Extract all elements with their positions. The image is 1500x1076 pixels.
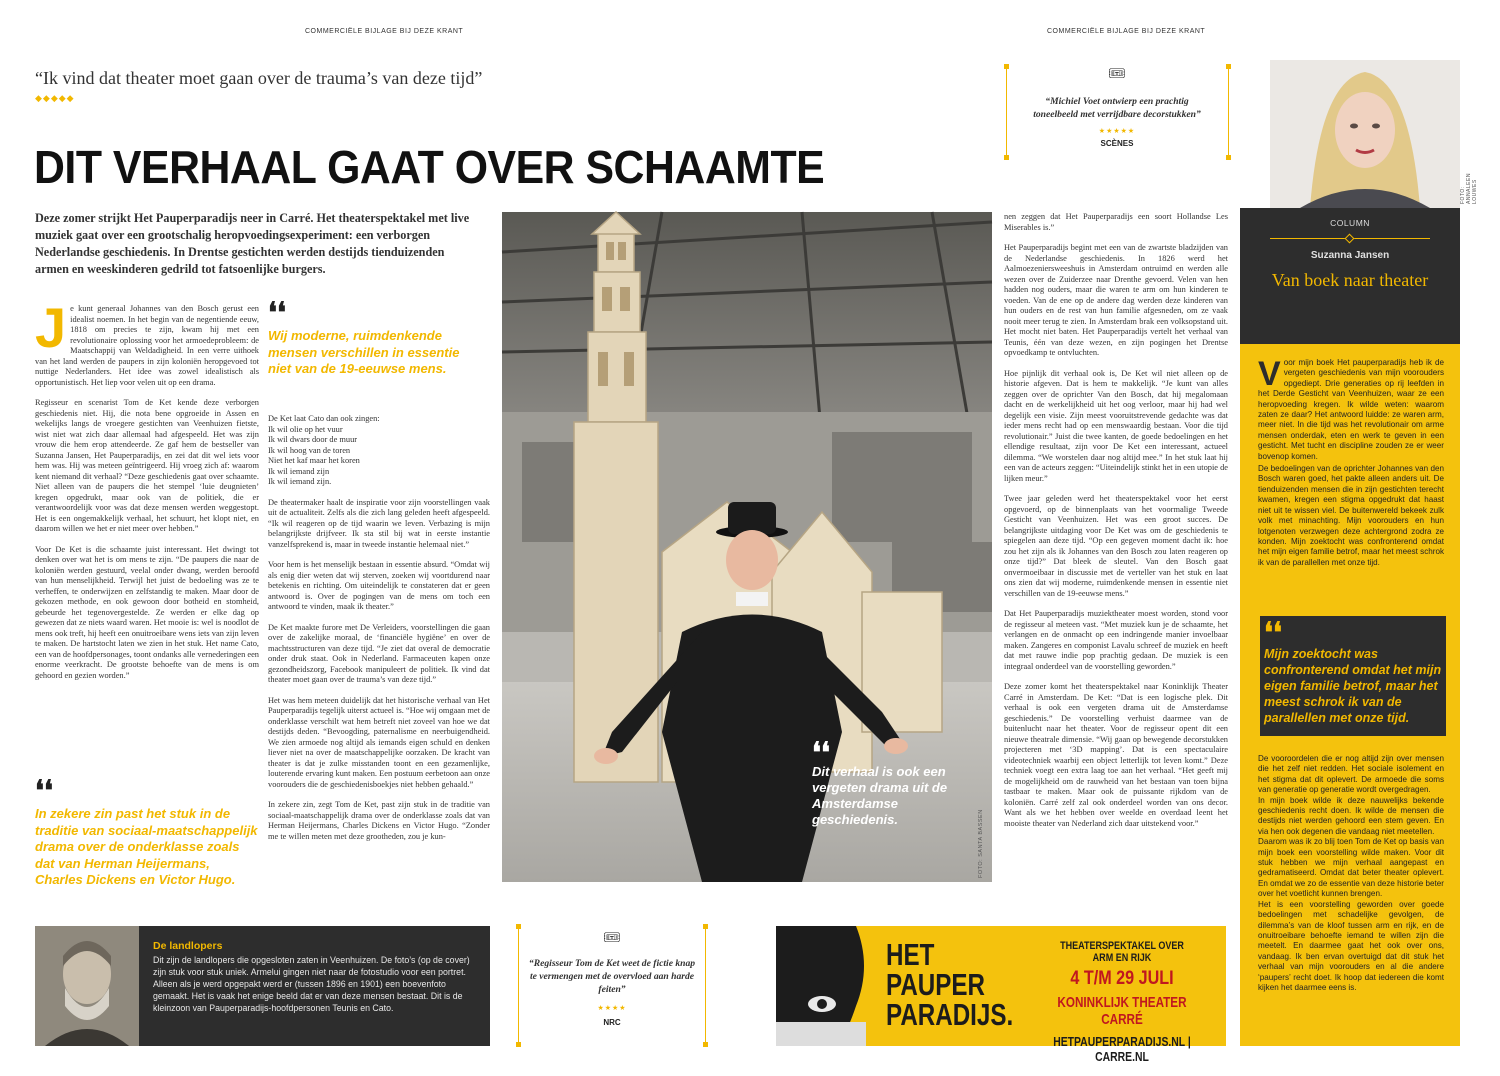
landlopers-text: Dit zijn de landlopers die opgesloten zaten in Veenhuizen. De foto’s (op de cover) zijn stuk voor stuk uniek. Armelui gingen niet naar de fotostudio voor een portret. Alleen als je werd opgepakt werd er (tussen 1896 en 1901) een boevenfoto gemaakt. Het is vaak het enige beeld dat er van deze mensen bestaat. Dit is de kleinzoon van Pauperparadijs-hoofdpersonen Teunis en Cato. [153,955,470,1013]
landloper-portrait [35,926,139,1046]
review-source: NRC [603,1018,621,1027]
divider-mark [703,1042,708,1047]
supplement-kicker-right: COMMERCIËLE BIJLAGE BIJ DEZE KRANT [1047,28,1206,35]
paragraph: De vooroordelen die er nog altijd zijn over mensen die het zelf niet redden. Het sociale isolement en het stigma dat dit oplevert. De armoede die soms van generatie op generatie wordt overgedragen. [1258,754,1444,795]
columnist-portrait-illustration [1270,60,1460,208]
show-advertisement[interactable] [776,926,1226,1064]
quote-mark-icon: ❛❛ [1264,617,1283,648]
paragraph: Deze zomer komt het theaterspektakel naar Koninklijk Theater Carré in Amsterdam. De Ket: “Dat is een logische plek. Dit verhaal is ook een vergeten drama uit de Amsterdamse geschiedenis.” De voorstelling verhuist daarmee van de buitenlucht naar het theater. Voor de regisseur opent dit een nieuwe theatrale dimensie. “Wij gaan op bewegende decorstukken projecteren met ‘3D mapping’. Dat is een spectaculaire videotechniek waarbij een object letterlijk tot leven komt.” Deze techniek voegt een extra laag toe aan het verhaal. “Het geeft mij de mogelijkheid om de rauwheid van het bestaan van toen bijna tastbaar te maken. Maar ook de puissante rijkdom van de koloniën. Carré zelf zal ook onderdeel worden van ons decor. Want als we het hebben over weelde en overdaad leent het mooiste theater van Nederland zich daar uitstekend voor.” [1004,682,1228,828]
landlopers-box [35,926,490,1046]
lyric-line: Ik wil hoog van de toren [268,445,351,455]
paragraph: In mijn boek wilde ik deze nauwelijks bekende geschiedenis recht doen. Ik wilde de mensen die destijds niet werden gehoord een stem geven. En via hen ook degenen die vandaag niet meetellen. [1258,795,1444,836]
ticket-icon: 🎟 [1108,67,1126,82]
paragraph: oor mijn boek Het pauperparadijs heb ik de vergeten geschiedenis van mijn voorouders opgediept. Drie generaties op rij leefden in het Derde Gesticht van Veenhuizen, waar ze een heropvoeding kregen. Ik wilde weten: waarom zaten ze daar? Het antwoord luidde: ze waren arm, meer niet. In die tijd was het revolutionair om arme mensen onderdak, eten en werk te geven in een gesticht. Met tucht en discipline zouden ze er weer bovenop komen. [1258,358,1444,461]
paragraph: De bedoelingen van de oprichter Johannes van den Bosch waren goed, het pakte alleen anders uit. De tienduizenden mensen die in zijn gestichten terecht kwamen, kregen een stigma opgedrukt dat haast niet uit te wissen viel. De buitenwereld bekeek zulk volk met minachting. Mijn voorouders en hun lotgenoten verzwegen deze achtergrond zodra ze konden. Mijn zoektocht was confronterend omdat het mijn eigen familie betrof, maar het meest schrok ik van de parallellen met onze tijd. [1258,464,1444,567]
ad-website-link[interactable]: HETPAUPERPARADIJS.NL | CARRE.NL [1053,1034,1191,1064]
divider [1228,66,1229,158]
paragraph: Het was hem meteen duidelijk dat het historische verhaal van Het Pauperparadijs tegelijk uiterst actueel is. “Hoe wij omgaan met de onderklasse verschilt wat hem betreft niet zoveel van hoe we dat destijds deden. “Bevoogding, paternalisme en neerbuigendheid. We zien armoede nog altijd als iemands eigen schuld en denken liever niet na over de maatschappelijke oorzaken. De kracht van theater is dat je zulke misstanden toont en een gezamenlijke, louterende ervaring kunt maken. Een postuum eerbetoon aan onze voorouders die de geschiedenisboekjes niet hebben gehaald.” [268,695,490,789]
paragraph: De Ket maakte furore met De Verleiders, voorstellingen die gaan over de zakelijke moraal, de ‘financiële hygiëne’ en over de machtsstructuren van deze tijd. “Je ziet dat overal de democratie onder druk staat. Ook in Nederland. Farmaceuten kapen onze gezondheidszorg, Facebook manipuleert de politiek. Ik vind dat theater moet gaan over de trauma’s van deze tijd.” [268,622,490,684]
paragraph: Twee jaar geleden werd het theaterspektakel voor het eerst opgevoerd, op de binnenplaats van het voormalige Tweede Gesticht van Veenhuizen. Het was een groot succes. De belangrijkste uitdaging voor De Ket was om de geschiedenis te spiegelen aan deze tijd. “Op een gegeven moment dacht ik: hoe zou het zijn als ik Johannes van den Bosch zou laten reageren op onze tijd?” Dat bleek de sleutel. Van den Bosch gaat onvermoeibaar in discussie met de verteller van het stuk en laat ons zien dat wij moderne, ruimdenkende mensen in essentie niet verschillen van de 19-eeuwse mens.” [1004,494,1228,598]
divider-mark [1004,64,1009,69]
ad-tagline: THEATERSPEKTAKEL OVER ARM EN RIJK [1060,940,1184,964]
header-quote: “Ik vind dat theater moet gaan over de trauma’s van deze tijd” [35,68,483,88]
photo-pull-quote [812,737,952,828]
dropcap: V [1258,355,1281,393]
article-column-3 [1004,212,1228,839]
divider-mark [1004,155,1009,160]
review-nrc [528,926,696,1044]
pull-quote-2 [35,775,259,889]
headline: DIT VERHAAL GAAT OVER SCHAAMTE [34,141,825,193]
lyric-line: Ik wil iemand zijn [268,466,330,476]
paragraph: Voor hem is het menselijk bestaan in essentie absurd. “Omdat wij als enig dier weten dat wij sterven, zoeken wij voortdurend naar betekenis en richting. Om uiteindelijk te constateren dat er geen antwoord is. Over de pogingen van de mens om toch een antwoord te vinden, maak ik theater.” [268,560,490,611]
review-quote: “Regisseur Tom de Ket weet de fictie knap te vermengen met de overvloed aan harde feiten” [528,958,696,995]
review-stars: ★★★★★ [1098,127,1136,135]
ad-title-line: PARADIJS. [886,997,1014,1032]
ad-details [1034,940,1210,1064]
paragraph: De theatermaker haalt de inspiratie voor zijn voorstellingen vaak uit de actualiteit. Zelfs als die zich lang geleden heeft afgespeeld. “Ik wil reageren op de tijd waarin we leven. Verbazing is mijn belangrijkste drijfveer. Ik sta stil bij wat in eerste instantie vanzelfsprekend is, maar in tweede instantie helemaal niet.” [268,497,490,549]
header-rating-dots: ◆◆◆◆◆ [35,94,75,104]
paragraph: In zekere zin, zegt Tom de Ket, past zijn stuk in de traditie van sociaal-maatschappelijk drama over de onderklasse zoals dat van Herman Heijermans, Charles Dickens en Victor Hugo. “Zonder me te willen meten met deze grootheden, zou je kun- [268,800,490,841]
pull-quote-1 [268,297,480,378]
paragraph: Het is een voorstelling geworden over goede bedoelingen met schadelijke gevolgen, de dilemma’s van de kloof tussen arm en rijk, en de onuitroeibare behoefte iemand te willen zijn die meetelt. En daarmee gaat het ook over ons, vandaag. Ik ben ervan overtuigd dat dit stuk het verhaal van mijn voorouders en al die andere ‘paupers’ recht doet. Ik hoop dat iedereen die komt kijken het daarmee eens is. [1258,899,1444,992]
ticket-icon: 🎟 [603,931,621,946]
paragraph: De Ket laat Cato dan ook zingen: [268,414,380,423]
dropcap: J [35,296,67,359]
paragraph: e kunt generaal Johannes van den Bosch gerust een idealist noemen. In het begin van de negentiende eeuw, 1818 om precies te zijn, kwam hij met een revolutionaire oplossing voor het armoedeprobleem: de Maatschappij van Weldadigheid. In een verre uithoek van het land werden de paupers in zijn koloniën heropgevoed tot nuttige Nederlanders. Het idee was zowel idealistisch als opportunistisch. Het liep voor velen uit op een drama. [35,304,259,387]
quote-mark-icon: ❛❛ [268,297,287,328]
article-column-1 [35,296,259,691]
quote-mark-icon: ❛❛ [812,737,831,768]
divider-mark [516,1042,521,1047]
column-text [1258,754,1444,993]
paragraph: Het Pauperparadijs begint met een van de zwartste bladzijden van de Nederlandse geschiedenis. In 1826 werd het Aalmoezeniersweeshuis in Amsterdam ontruimd en werden alle wezen over de Zuiderzee naar Drenthe gevoerd. Velen van hen hadden nog ouders, maar die waren te arm om hun kinderen te voeden. Van de ene op de andere dag werden deze kinderen van hun ouders en de rest van hun familie afgesneden, om ze vaak nooit meer terug te zien. In Amsterdam brak een volksopstand uit. Het mocht niet baten. Het Pauperparadijs vertelt het verhaal van Teunis, één van deze wezen, en zijn pogingen het Drentse opvoedkamp te ontvluchten. [1004,243,1228,357]
song-lyrics [268,425,490,488]
column-body-lower [1240,744,1460,1046]
ad-dates: 4 T/M 29 JULI [1070,968,1174,989]
columnist-photo-credit: FOTO: ANNALEEN LOUWES [1460,173,1478,204]
review-scenes [1010,66,1224,148]
paragraph: Dat Het Pauperparadijs muziektheater moest worden, stond voor de regisseur al meteen vast. “Met muziek kun je de schaamte, het verlangen en de onmacht op een indringende manier invoelbaar maken. Zangeres en componist Lavalu schreef de muziek en heeft dat met rauwe indie pop prachtig gedaan. De muziek is een integraal onderdeel van de voorstelling geworden.” [1004,609,1228,671]
ad-title-line: HET [886,937,935,972]
lyric-line: Ik wil dwars door de muur [268,435,358,444]
portrait-illustration [35,926,139,1046]
column-header [1240,208,1460,344]
lyric-line: Ik wil iemand zijn. [268,477,332,486]
review-quote: “Michiel Voet ontwierp een prachtig toneelbeeld met verrijdbare decorstukken” [1033,96,1201,120]
paragraph: Daarom was ik zo blij toen Tom de Ket op basis van mijn boek een voorstelling wilde maken. Voor dit stuk hebben we mijn verhaal aangepast en gedramatiseerd. Omdat dat beter theater oplevert. En omdat we zo de essentie van deze historie beter over het voetlicht kunnen brengen. [1258,837,1444,899]
column-pull-quote-text: Mijn zoektocht was confronterend omdat het mijn eigen familie betrof, maar het meest schrok ik van de parallellen met onze tijd. [1264,647,1442,725]
review-stars: ★★★★ [597,1004,627,1012]
pull-quote-text: Wij moderne, ruimdenkende mensen verschillen in essentie niet van de 19-eeuwse mens. [268,328,460,376]
divider [1006,66,1007,158]
diamond-icon [1345,234,1355,244]
quote-mark-icon: ❛❛ [35,775,54,806]
column-label: COLUMN [1330,218,1370,228]
review-source: SCÈNES [1100,139,1134,148]
landlopers-title: De landlopers [153,940,223,952]
divider-mark [703,924,708,929]
pull-quote-text: In zekere zin past het stuk in de traditie van sociaal-maatschappelijk drama over de onderklasse zoals dat van Herman Heijermans, Charles Dickens en Victor Hugo. [35,806,258,887]
article-column-2 [268,414,490,852]
lyric-line: Niet het kaf maar het koren [268,456,360,465]
photo-credit: FOTO: SANTA BASSEN [978,809,984,878]
lyric-line: Ik wil olie op het vuur [268,424,343,434]
column-author: Suzanna Jansen [1310,250,1390,261]
column-title: Van boek naar theater [1271,270,1429,290]
divider-mark [1226,155,1231,160]
paragraph: Hoe pijnlijk dit verhaal ook is, De Ket wil niet alleen op de historie afgeven. Dat is hem te makkelijk. “Je kunt van alles zeggen over de oprichter Van den Bosch, dat hij megalomaan dacht en de werkelijkheid uit het oog verloor, maar hij had wel degelijk een visie. Zijn meest vooruitstrevende gedachte was dat ieder mens recht had op een menswaardig bestaan. Voor die tijd revolutionair.” Juist die twee kanten, de goede bedoelingen en het ellendige resultaat, zijn voor De Ket een interessant, actueel dilemma. “We worstelen daar nog altijd mee.” In het stuk laat hij een van de acteurs zeggen: “Uiteindelijk stinkt het in een utopie de lijken meur.” [1004,368,1228,483]
photo-quote-text: Dit verhaal is ook een vergeten drama uit de Amsterdamse geschiedenis. [812,764,948,827]
supplement-kicker-left: COMMERCIËLE BIJLAGE BIJ DEZE KRANT [305,28,464,35]
divider-mark [1226,64,1231,69]
ad-title [886,937,1014,1032]
divider-mark [516,924,521,929]
column-text [1258,355,1444,568]
lead-paragraph: Deze zomer strijkt Het Pauperparadijs neer in Carré. Het theaterspektakel met live muziek gaat over een grootschalig heropvoedingsexperiment: een verborgen Nederlandse geschiedenis. In Drentse gestichten werden destijds tienduizenden armen en weeskinderen gedrild tot fatsoenlijke burgers. [35,211,470,276]
paragraph: nen zeggen dat Het Pauperparadijs een soort Hollandse Les Miserables is.” [1004,212,1228,232]
divider [518,926,519,1046]
paragraph: Voor De Ket is die schaamte juist interessant. Het dwingt tot denken over wat het is om mens te zijn. “De paupers die naar de koloniën werden gestuurd, veelal onder dwang, werden beroofd van hun menselijkheid. Terwijl het juist de bedoeling was ze te verheffen, te onderwijzen en zelfstandig te maken. Maar door de gekozen methode, en ook gewoon door botheid en stomheid, gebeurde het tegenovergestelde. Ze werden er elke dag op gewezen dat ze niets waard waren. Het mooie is: wel is noodlot de mens ook treft, hij heeft een onuitroeibare wens iets van zijn leven te maken. De hartstocht laten we zien in het stuk. Het name Cato, een van de hoofdpersonages, toont ondanks alle vernederingen een enorme veerkracht. De grootste behoefte van de mens is om gehoord en gezien worden.” [35,544,259,680]
ad-venue: KONINKLIJK THEATER CARRÉ [1057,994,1187,1028]
ad-portrait-illustration [776,926,880,1046]
column-pull-quote [1260,616,1446,736]
ad-title-line: PAUPER [886,967,985,1002]
paragraph: Regisseur en scenarist Tom de Ket kende deze verborgen geschiedenis niet. Hij, die nota bene opgroeide in Assen en wekelijks langs de vroegere gestichten van Veenhuizen fietste, wist niet wat zich daar allemaal had afgespeeld. Het was zijn vrouw die hem erop attendeerde. Ze gaf hem de bestseller van Suzanna Jansen, Het Pauperparadijs, en zei dat dit wel iets voor hem was. Hij was meteen geïntrigeerd. Hij vroeg zich af: waarom kent niemand dit verhaal? “Deze geschiedenis gaat over schaamte. Niet alleen van de paupers die het stempel ‘luie deugnieten’ kregen opgedrukt, maar ook van de politiek, die er verantwoordelijk voor was dat deze mensen werden weggestopt. Het is een ongemakkelijk verhaal, het schuurt, het klopt niet, en daarom willen we het er niet meer over hebben.” [35,398,259,533]
columnist-photo [1270,60,1460,208]
divider [705,926,706,1046]
